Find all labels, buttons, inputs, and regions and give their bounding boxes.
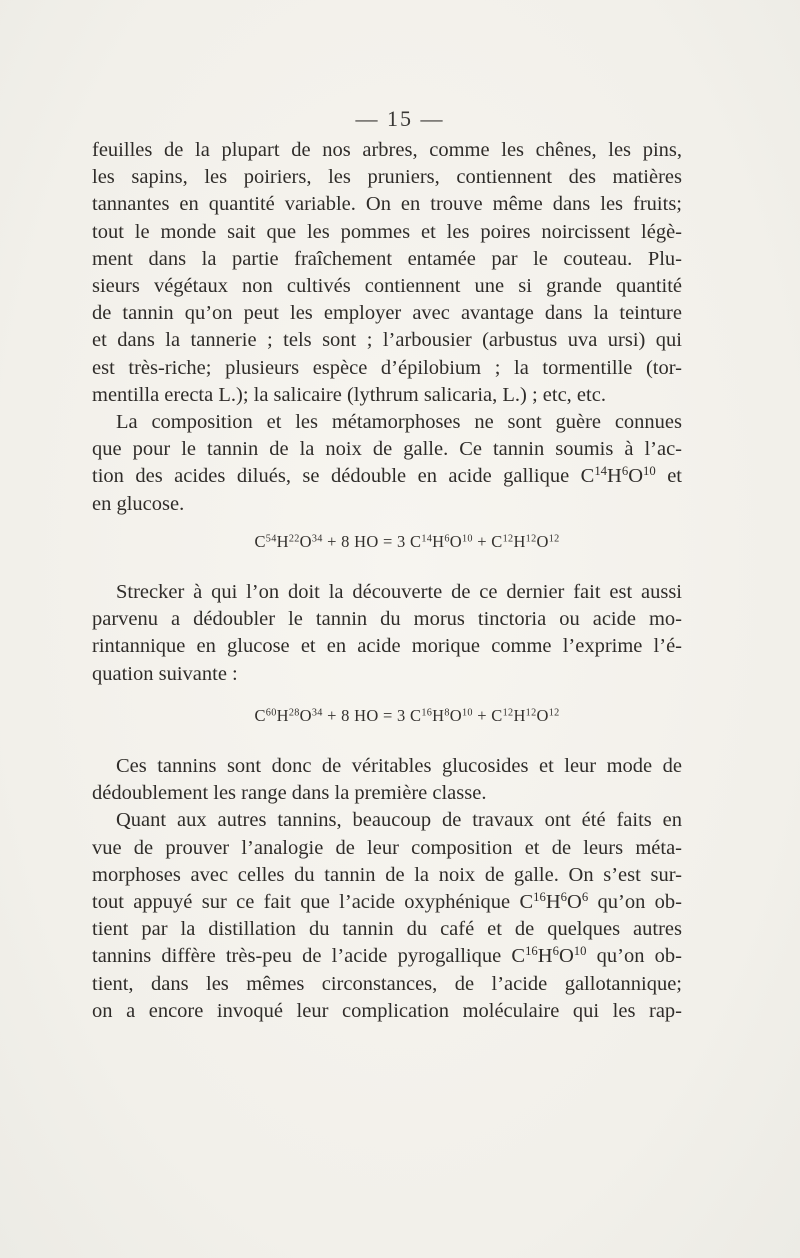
text-line: Strecker à qui l’on doit la découverte de ce dernier fait est aussi: [116, 581, 682, 604]
text-line: feuilles de la plupart de nos arbres, comme les chênes, les pins,: [92, 139, 682, 161]
paragraph-1: [92, 137, 682, 409]
text-line-formula: tion des acides dilués, se dédouble en acide gallique $C^{14}H^6O^{10}$ et: [92, 464, 682, 488]
text-line: Ces tannins sont donc de véritables glucosides et leur mode de: [116, 755, 682, 778]
page-number: — 15 —: [355, 106, 445, 131]
paragraph-4: [92, 753, 682, 807]
text-line: on a encore invoqué leur complication moléculaire qui les rap-: [92, 999, 682, 1022]
text-line: parvenu a dédoubler le tannin du morus tinctoria ou acide mo-: [92, 608, 682, 631]
text-line: que pour le tannin de la noix de galle. Ce tannin soumis à l’ac-: [92, 438, 682, 461]
text-line: en glucose.: [92, 492, 185, 515]
text-line: tient par la distillation du tannin du café et de quelques autres: [92, 918, 682, 941]
text-line: et dans la tannerie ; tels sont ; l’arbousier (arbustus uva ursi) qui: [92, 329, 682, 352]
equation-1: $C^{54}H^{22}O^{34} + 8$ HO = 3 $C^{14}H^6O^{10} + C^{12}H^{12}O^{12}$: [254, 531, 560, 551]
text-line: vue de prouver l’analogie de leur composition et de leurs méta-: [92, 836, 682, 859]
text-line-formula: tout appuyé sur ce fait que l’acide oxyphénique $C^{16}H^6O^6$ qu’on ob-: [92, 890, 682, 914]
text-line-formula: tannins diffère très-peu de l’acide pyrogallique $C^{16}H^6O^{10}$ qu’on ob-: [92, 944, 682, 968]
paragraph-3: [92, 579, 682, 688]
text-line: dédoublement les range dans la première classe.: [92, 782, 487, 805]
text-line: de tannin qu’on peut les employer avec avantage dans la teinture: [92, 302, 682, 325]
text-line: tient, dans les mêmes circonstances, de l’acide gallotannique;: [92, 972, 682, 995]
text-line: les sapins, les poiriers, les pruniers, contiennent des matières: [92, 166, 682, 189]
paragraph-2: [92, 409, 682, 518]
text-line: tout le monde sait que les pommes et les poires noircissent légè-: [92, 220, 682, 243]
text-line: est très-riche; plusieurs espèce d’épilobium ; la tormentille (tor-: [92, 356, 682, 379]
equation-2: $C^{60}H^{28}O^{34} + 8$ HO = 3 $C^{16}H^8O^{10} + C^{12}H^{12}O^{12}$: [254, 705, 560, 725]
paragraph-5: [92, 807, 682, 1025]
text-line: La composition et les métamorphoses ne sont guère connues: [116, 411, 682, 434]
text-line: rintannique en glucose et en acide morique comme l’exprime l’é-: [92, 635, 682, 658]
text-line: sieurs végétaux non cultivés contiennent une si grande quantité: [92, 275, 682, 298]
text-line: tannantes en quantité variable. On en trouve même dans les fruits;: [92, 193, 682, 216]
text-line: ment dans la partie fraîchement entamée par le couteau. Plu-: [92, 247, 682, 270]
text-line: Quant aux autres tannins, beaucoup de travaux ont été faits en: [116, 809, 682, 832]
text-line: mentilla erecta L.); la salicaire (lythrum salicaria, L.) ; etc, etc.: [92, 383, 606, 406]
text-line: quation suivante :: [92, 662, 238, 685]
body-text: [92, 137, 682, 1025]
text-line: morphoses avec celles du tannin de la noix de galle. On s’est sur-: [92, 863, 682, 886]
